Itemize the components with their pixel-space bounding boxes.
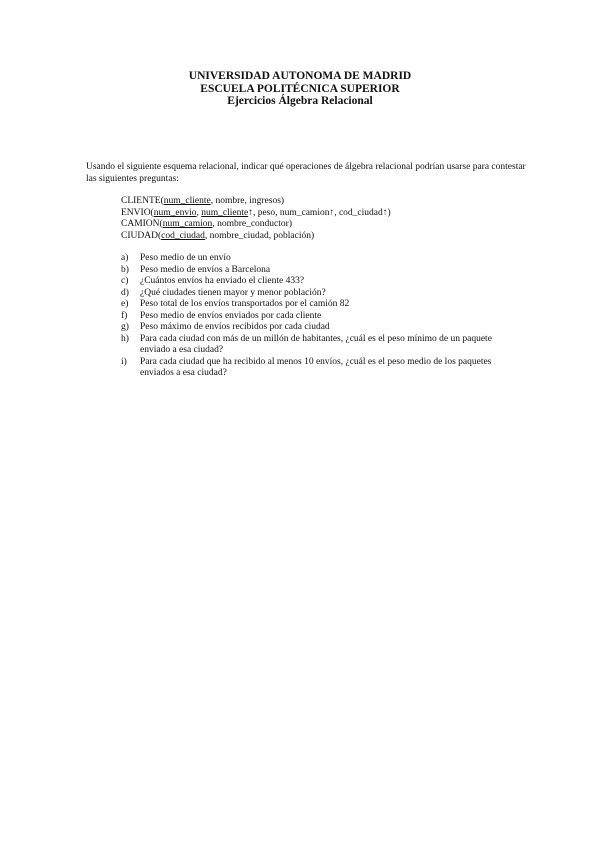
list-item (121, 299, 521, 311)
schema-cliente-name: CLIENTE( (121, 196, 164, 206)
list-item (121, 357, 521, 380)
question-text: Peso medio de un envío (140, 253, 231, 263)
question-letter: f) (121, 310, 128, 321)
schema-ciudad-rest: , nombre_ciudad, población) (204, 230, 315, 241)
schema-cliente-rest: , nombre, ingresos) (210, 196, 285, 206)
question-letter: c) (121, 276, 129, 286)
schema-envio-key1: num_envio (153, 207, 197, 218)
schema-cliente-key: num_cliente (163, 196, 211, 206)
intro-paragraph: Usando el siguiente esquema relacional, indicar qué operaciones de álgebra relacional podrían usarse para contestar las siguientes preguntas: (86, 162, 526, 184)
schema-ciudad-name: CIUDAD( (121, 230, 162, 241)
list-item (121, 322, 521, 334)
schema-envio-name: ENVIO( (121, 207, 154, 218)
question-text: ¿Cuántos envíos ha enviado el cliente 433? (140, 276, 305, 286)
question-letter: i) (121, 356, 127, 367)
schema-camion-key: num_camion (162, 219, 213, 229)
question-letter: h) (121, 333, 129, 344)
question-letter: b) (121, 264, 129, 275)
schema-ciudad-key: cod_ciudad (161, 230, 205, 241)
document-header (0, 70, 600, 108)
question-text: Peso medio de envíos enviados por cada cliente (140, 310, 322, 321)
schema-envio-key2: num_cliente (201, 207, 249, 218)
question-letter: d) (121, 287, 129, 298)
question-text: ¿Qué ciudades tienen mayor y menor población? (140, 287, 326, 298)
question-letter: g) (121, 322, 129, 332)
schema-camion-rest: , nombre_conductor) (212, 219, 292, 229)
list-item (121, 265, 521, 277)
list-item (121, 288, 521, 300)
list-item (121, 276, 521, 288)
university-name: UNIVERSIDAD AUTONOMA DE MADRID (188, 70, 412, 82)
question-list (121, 253, 521, 380)
question-text: Peso total de los envíos transportados por el camión 82 (140, 299, 350, 309)
schema-envio-sep: , (196, 207, 202, 218)
question-text: Peso medio de envíos a Barcelona (140, 264, 271, 275)
question-text: Peso máximo de envíos recibidos por cada ciudad (140, 322, 330, 332)
schema-envio-rest: ↑, peso, num_camion↑, cod_ciudad↑) (248, 207, 391, 218)
schema-camion (121, 219, 391, 231)
question-letter: e) (121, 299, 129, 309)
relational-schema (121, 196, 391, 242)
question-letter: a) (121, 253, 129, 263)
schema-camion-name: CAMION( (121, 219, 163, 229)
list-item (121, 253, 521, 265)
question-text: Para cada ciudad con más de un millón de habitantes, ¿cuál es el peso mínimo de un paquete enviado a esa ciudad? (140, 333, 492, 355)
schema-cliente (121, 196, 391, 208)
schema-ciudad (121, 231, 391, 243)
list-item (121, 334, 521, 357)
schema-envio (121, 208, 391, 220)
question-text: Para cada ciudad que ha recibido al menos 10 envíos, ¿cuál es el peso medio de los paquetes enviados a esa ciudad? (140, 356, 492, 378)
school-name: ESCUELA POLITÉCNICA SUPERIOR (200, 82, 400, 95)
list-item (121, 311, 521, 323)
document-title: Ejercicios Álgebra Relacional (227, 95, 373, 107)
